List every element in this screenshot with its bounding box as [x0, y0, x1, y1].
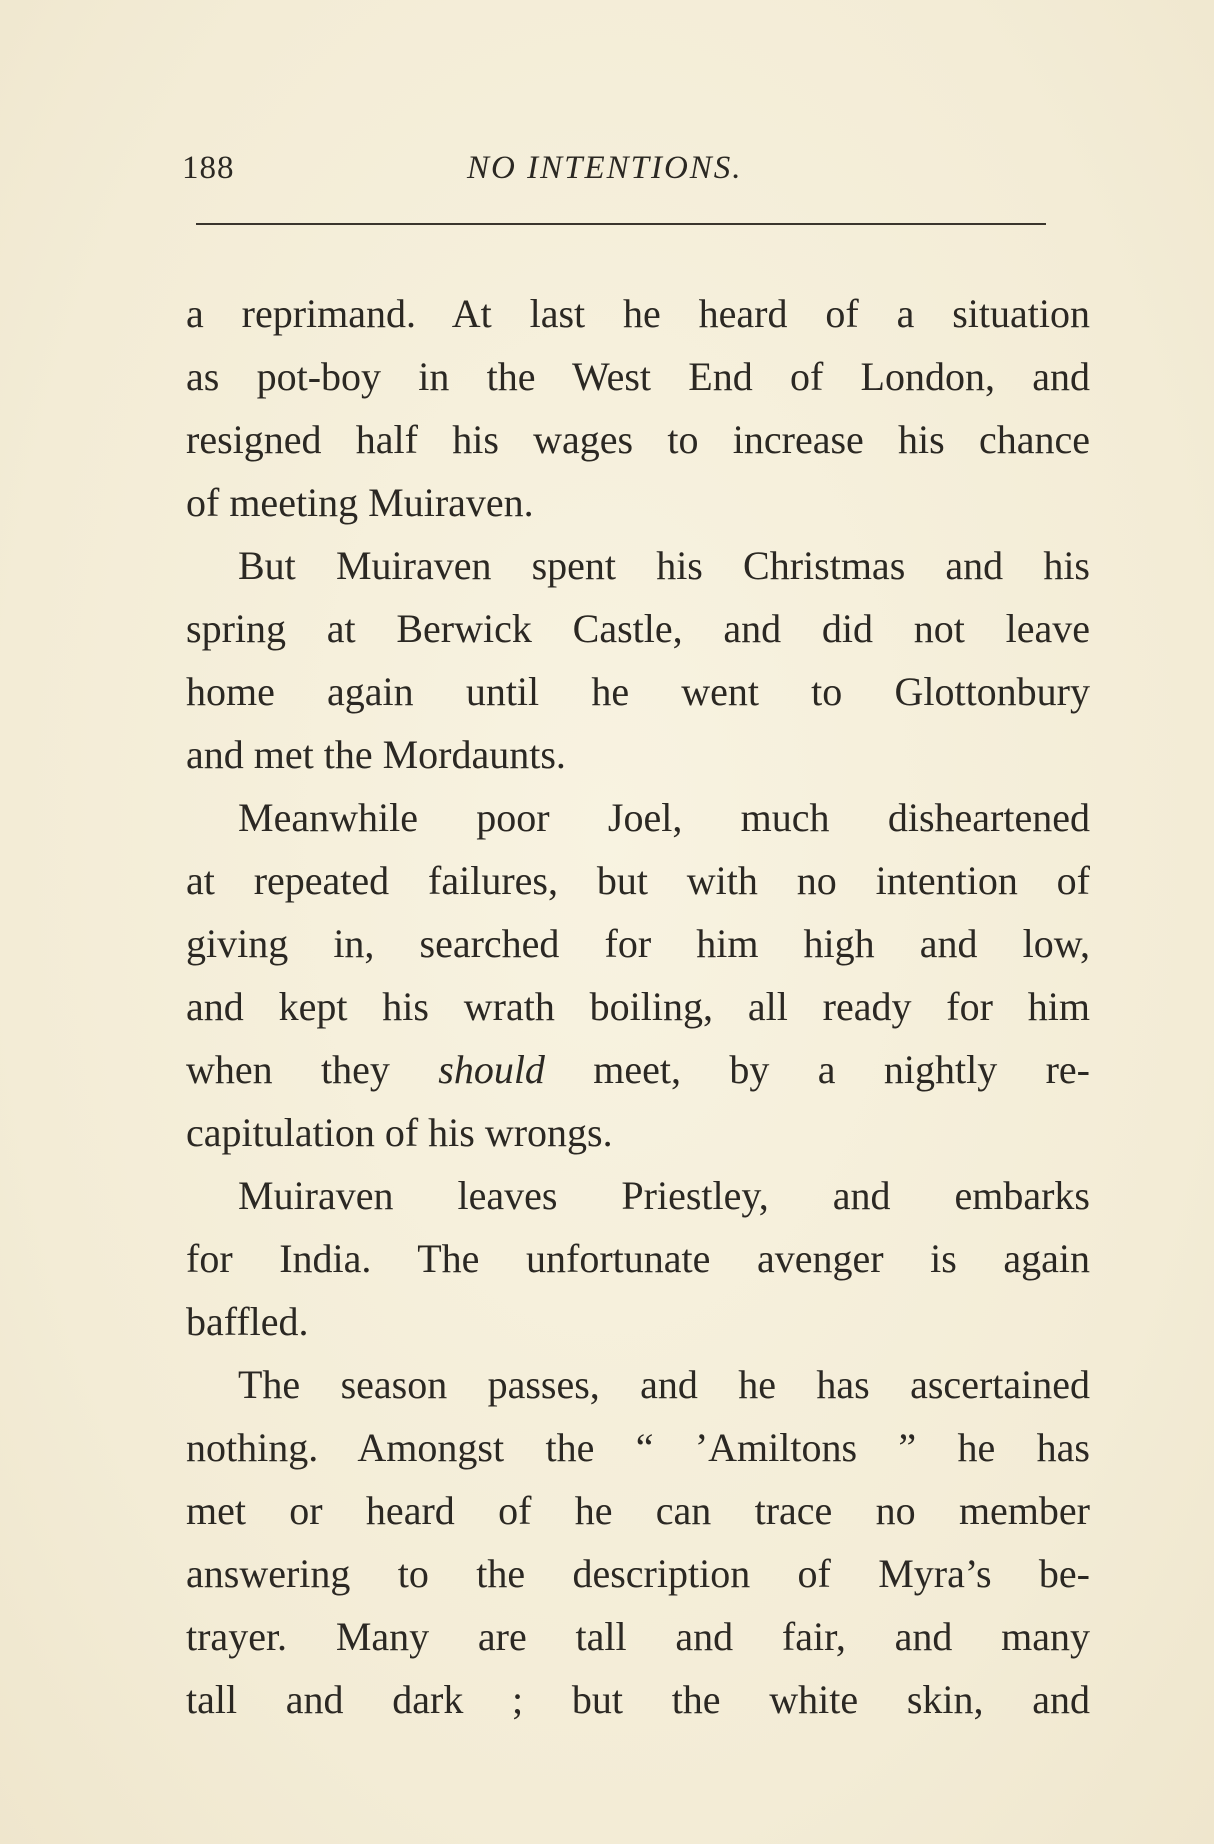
text-line: spring at Berwick Castle, and did not leave [186, 606, 1090, 651]
text-segment: when they [186, 1047, 439, 1092]
text-line: at repeated failures, but with no intention of [186, 858, 1090, 903]
text-line-with-italic [186, 1038, 1090, 1101]
text-line: The season passes, and he has ascertained [238, 1362, 1090, 1407]
body-text [186, 282, 1090, 1731]
text-line: giving in, searched for him high and low, [186, 921, 1090, 966]
text-line: a reprimand. At last he heard of a situation [186, 291, 1090, 336]
text-line: trayer. Many are tall and fair, and many [186, 1614, 1090, 1659]
text-line: of meeting Muiraven. [186, 480, 534, 525]
text-line: home again until he went to Glottonbury [186, 669, 1090, 714]
header-rule [196, 223, 1046, 225]
italic-word: should [438, 1047, 545, 1092]
text-line: tall and dark ; but the white skin, and [186, 1677, 1090, 1722]
text-line: Muiraven leaves Priestley, and embarks [238, 1173, 1090, 1218]
text-line: Meanwhile poor Joel, much disheartened [238, 795, 1090, 840]
page-number: 188 [182, 150, 235, 186]
text-line: for India. The unfortunate avenger is again [186, 1236, 1090, 1281]
running-title: NO INTENTIONS. [467, 150, 743, 186]
text-line: and met the Mordaunts. [186, 732, 566, 777]
text-line: met or heard of he can trace no member [186, 1488, 1090, 1533]
page-header [182, 150, 1042, 200]
text-segment: meet, by a nightly re- [544, 1047, 1090, 1092]
text-line: resigned half his wages to increase his chance [186, 417, 1090, 462]
text-line: as pot-boy in the West End of London, and [186, 354, 1090, 399]
text-line: baffled. [186, 1299, 309, 1344]
text-line: answering to the description of Myra’s be- [186, 1551, 1090, 1596]
text-line: But Muiraven spent his Christmas and his [238, 543, 1090, 588]
text-line: capitulation of his wrongs. [186, 1110, 613, 1155]
text-line: nothing. Amongst the “ ’Amiltons ” he has [186, 1425, 1090, 1470]
text-line: and kept his wrath boiling, all ready for him [186, 984, 1090, 1029]
